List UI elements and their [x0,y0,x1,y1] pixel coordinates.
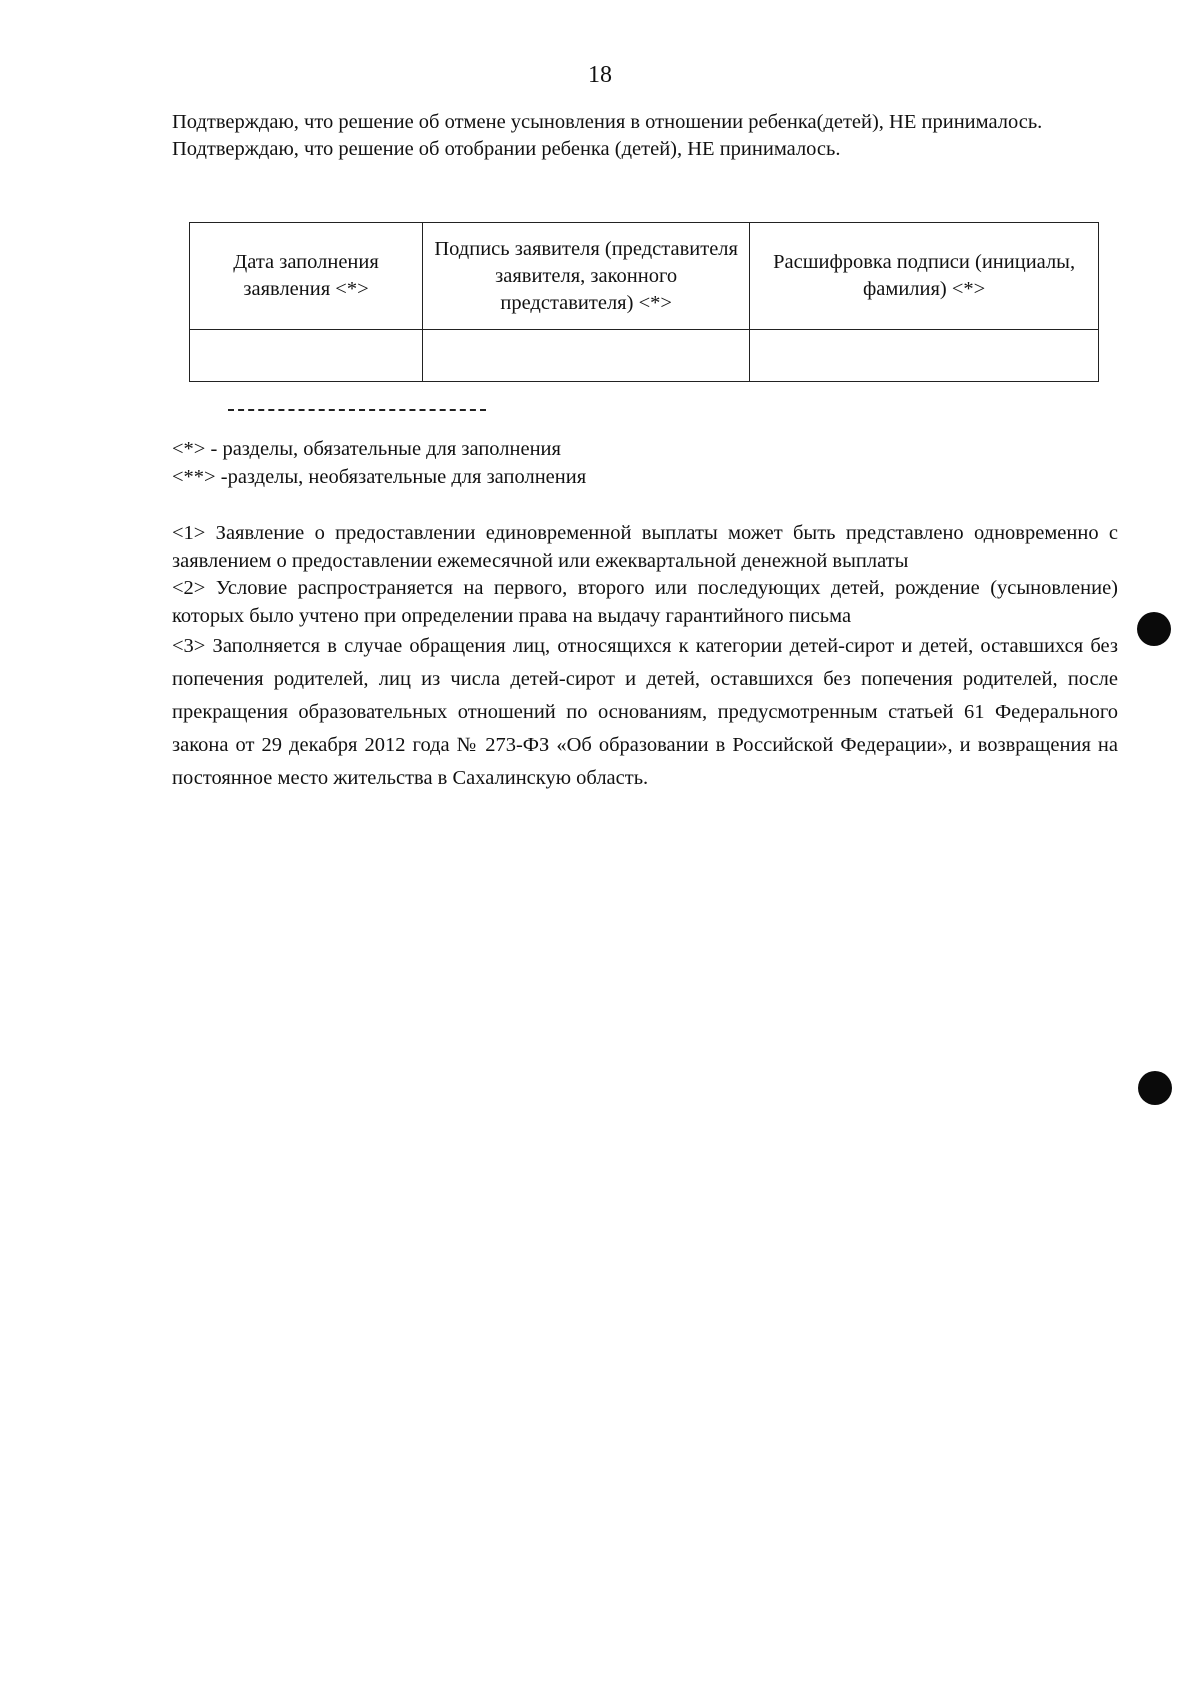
legend-optional-sections: <**> -разделы, необязательные для заполнения [172,466,587,488]
footnote-1: <1> Заявление о предоставлении единовременной выплаты может быть представлено одновременно с заявлением о предоставлении ежемесячной или ежеквартальной денежной выплаты [172,522,1118,572]
footnote-3: <3> Заполняется в случае обращения лиц, относящихся к категории детей-сирот и детей, оставшихся без попечения родителей, лиц из числа детей-сирот и детей, оставшихся без попечения родителей, после прекращения образовательных отношений по основаниям, предусмотренным статьей 61 Федерального закона от 29 декабря 2012 года № 273-ФЗ «Об образовании в Российской Федерации», и возвращения на постоянное место жительства в Сахалинскую область. [172,635,1118,789]
signature-table-header-row [190,223,1099,330]
confirmation-statements [172,109,1118,163]
fill-date-cell[interactable] [190,330,423,382]
footnotes [172,520,1118,795]
header-applicant-signature: Подпись заявителя (представителя заявителя, законного представителя) <*> [423,223,750,330]
signature-table-row [190,330,1099,382]
header-signature-decoding: Расшифровка подписи (инициалы, фамилия) <*> [750,223,1099,330]
punch-hole-mark [1138,1071,1172,1105]
punch-hole-mark [1137,612,1171,646]
signature-decoding-cell[interactable] [750,330,1099,382]
legend-required-sections: <*> - разделы, обязательные для заполнения [172,438,561,460]
signature-table [189,222,1099,382]
header-fill-date: Дата заполнения заявления <*> [190,223,423,330]
field-legend [172,435,586,491]
applicant-signature-cell[interactable] [423,330,750,382]
page-number: 18 [588,62,612,88]
footnote-separator-line [228,409,486,411]
footnote-2: <2> Условие распространяется на первого, второго или последующих детей, рождение (усыновление) которых было учтено при определении права на выдачу гарантийного письма [172,577,1118,627]
adoption-cancellation-statement: Подтверждаю, что решение об отмене усыновления в отношении ребенка(детей), НЕ принималось. [172,111,1043,133]
child-removal-statement: Подтверждаю, что решение об отобрании ребенка (детей), НЕ принималось. [172,138,841,160]
